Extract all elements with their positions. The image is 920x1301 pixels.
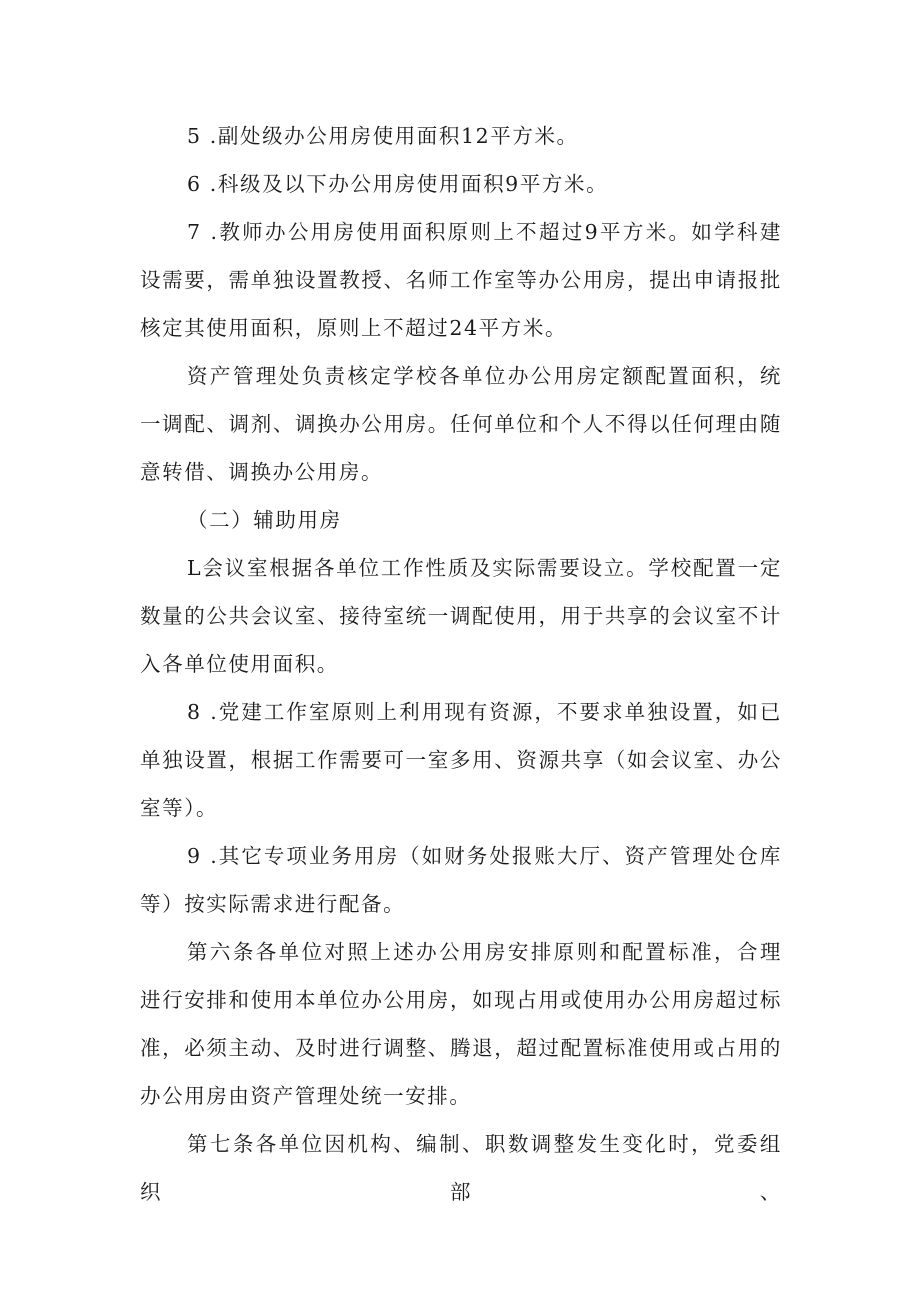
paragraph-asset-management: 资产管理处负责核定学校各单位办公用房定额配置面积，统一调配、调剂、调换办公用房。任何单位和个人不得以任何理由随意转借、调换办公用房。	[140, 364, 782, 484]
paragraph-item-5: 5 .副处级办公用房使用面积12平方米。	[187, 124, 579, 148]
paragraph-item-9: 9 .其它专项业务用房（如财务处报账大厅、资产管理处仓库等）按实际需求进行配备。	[140, 844, 782, 916]
paragraph-item-8: 8 .党建工作室原则上利用现有资源，不要求单独设置，如已单独设置，根据工作需要可一室多用、资源共享（如会议室、办公室等）。	[140, 700, 782, 820]
section-heading-auxiliary-rooms: （二）辅助用房	[187, 508, 342, 532]
paragraph-article-6: 第六条各单位对照上述办公用房安排原则和配置标准，合理进行安排和使用本单位办公用房，如现占用或使用办公用房超过标准，必须主动、及时进行调整、腾退，超过配置标准使用或占用的办公用房由资产管理处统一安排。	[140, 940, 782, 1108]
paragraph-item-6: 6 .科级及以下办公用房使用面积9平方米。	[187, 172, 609, 196]
paragraph-meeting-room: L会议室根据各单位工作性质及实际需要设立。学校配置一定数量的公共会议室、接待室统一调配使用，用于共享的会议室不计入各单位使用面积。	[140, 556, 782, 676]
paragraph-item-7: 7 .教师办公用房使用面积原则上不超过9平方米。如学科建设需要，需单独设置教授、名师工作室等办公用房，提出申请报批核定其使用面积，原则上不超过24平方米。	[140, 220, 782, 340]
paragraph-article-7: 第七条各单位因机构、编制、职数调整发生变化时，党委组织部、	[140, 1132, 782, 1204]
